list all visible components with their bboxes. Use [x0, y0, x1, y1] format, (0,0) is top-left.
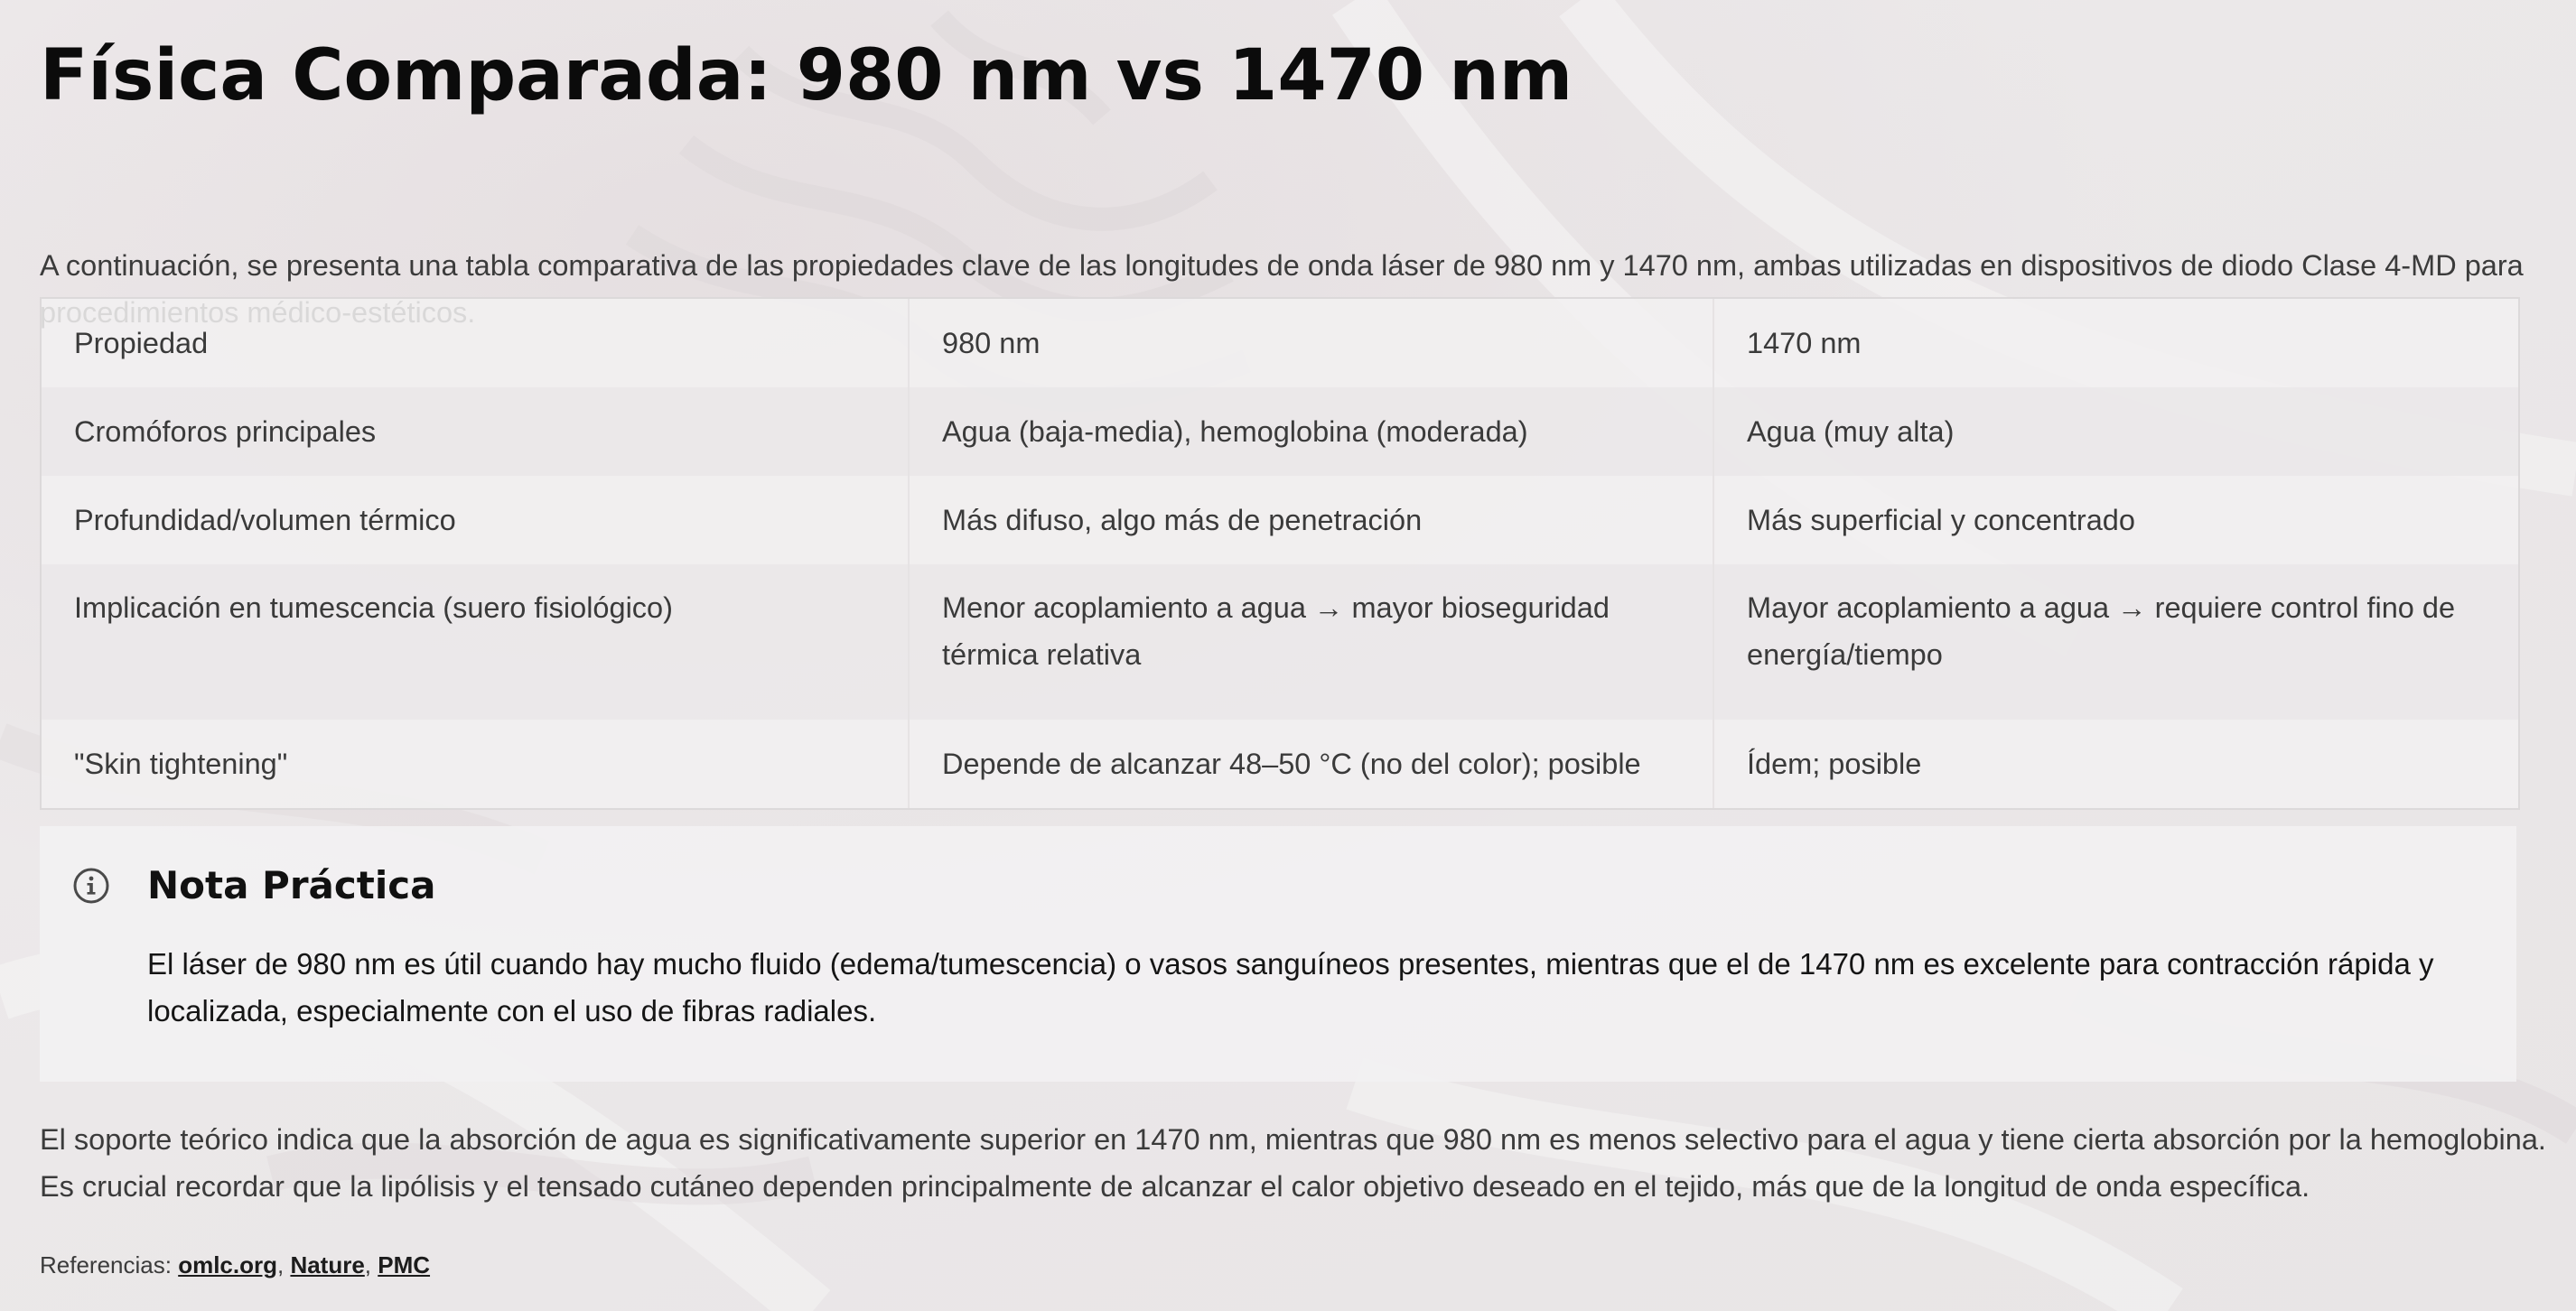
page-title: Física Comparada: 980 nm vs 1470 nm: [40, 35, 1573, 116]
table-header-row: [42, 299, 2518, 387]
table-row: [42, 387, 2518, 476]
table-cell: Más superficial y concentrado: [1713, 476, 2518, 564]
info-icon: [72, 867, 110, 905]
table-cell: Menor acoplamiento a agua → mayor bioseguridad térmica relativa: [909, 564, 1713, 720]
reference-link-omlc[interactable]: omlc.org: [178, 1251, 277, 1278]
table-row: [42, 564, 2518, 720]
table-cell: Profundidad/volumen térmico: [42, 476, 909, 564]
table-cell: "Skin tightening": [42, 720, 909, 808]
page-content: [0, 0, 2576, 117]
reference-link-nature[interactable]: Nature: [290, 1251, 365, 1278]
table-cell: Agua (baja-media), hemoglobina (moderada): [909, 387, 1713, 476]
references: [40, 1245, 430, 1285]
table-cell: Cromóforos principales: [42, 387, 909, 476]
practical-note-box: [40, 826, 2516, 1082]
table-cell: Más difuso, algo más de penetración: [909, 476, 1713, 564]
table-row: [42, 476, 2518, 564]
table-cell: Agua (muy alta): [1713, 387, 2518, 476]
table-cell: Mayor acoplamiento a agua → requiere control fino de energía/tiempo: [1713, 564, 2518, 720]
table-cell: Depende de alcanzar 48–50 °C (no del color); posible: [909, 720, 1713, 808]
table-header-cell: 980 nm: [909, 299, 1713, 387]
intro-paragraph: A continuación, se presenta una tabla comparativa de las propiedades clave de las longitudes de onda láser de 980 nm y 1470 nm, ambas utilizadas en dispositivos de diodo Clase 4-MD para: [40, 249, 2524, 282]
comparison-table: [40, 297, 2520, 810]
reference-separator: ,: [364, 1251, 378, 1278]
references-label: Referencias:: [40, 1251, 179, 1278]
closing-paragraph: El soporte teórico indica que la absorción de agua es significativamente superior en 1470 nm, mientras que 980 nm es menos selectivo para el agua y tiene cierta absorción por la hemoglobina. Es crucial recordar que la lipólisis y el tensado cutáneo dependen principalmente de alcanzar el calor objetivo deseado en el tejido, más que de la longitud de onda específica.: [40, 1123, 2546, 1203]
table-header-cell: 1470 nm: [1713, 299, 2518, 387]
table-cell: Ídem; posible: [1713, 720, 2518, 808]
table-cell: Implicación en tumescencia (suero fisiológico): [42, 564, 909, 720]
reference-link-pmc[interactable]: PMC: [378, 1251, 431, 1278]
table-header-cell: Propiedad: [42, 299, 909, 387]
reference-separator: ,: [276, 1251, 291, 1278]
note-title: Nota Práctica: [147, 863, 436, 907]
table-row: [42, 720, 2518, 808]
note-body: El láser de 980 nm es útil cuando hay mucho fluido (edema/tumescencia) o vasos sanguíneos presentes, mientras que el de 1470 nm es excelente para contracción rápida y localizada, especialmente con el uso de fibras radiales.: [147, 947, 2434, 1027]
